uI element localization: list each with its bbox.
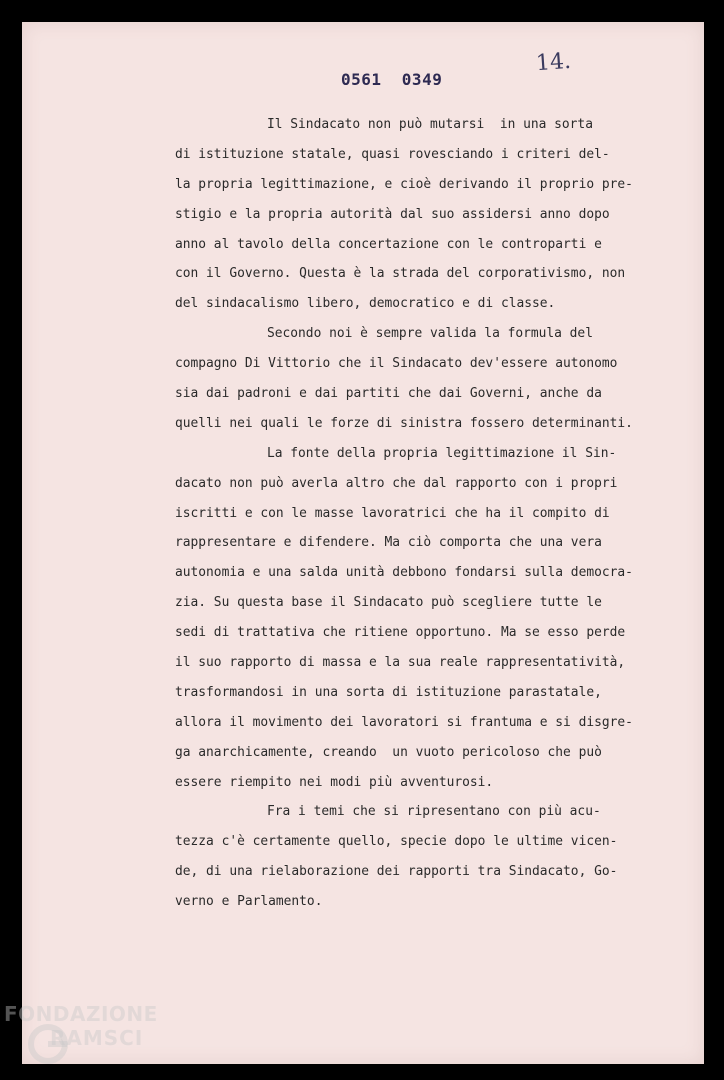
- text-line: autonomia e una salda unità debbono fondarsi sulla democra-: [175, 565, 633, 581]
- handwritten-page-number: 14.: [535, 48, 572, 77]
- archive-stamp-number: 0561 0349: [341, 70, 443, 89]
- text-line: anno al tavolo della concertazione con le controparti e: [175, 236, 602, 252]
- text-line: de, di una rielaborazione dei rapporti tra Sindacato, Go-: [175, 864, 618, 880]
- text-line: Il Sindacato non può mutarsi in una sorta: [267, 117, 593, 132]
- text-line: sedi di trattativa che ritiene opportuno. Ma se esso perde: [175, 625, 626, 641]
- typewritten-body: [175, 110, 633, 917]
- text-line: Fra i temi che si ripresentano con più acu-: [267, 804, 601, 820]
- paragraph: [175, 797, 618, 917]
- text-line: quelli nei quali le forze di sinistra fossero determinanti.: [175, 415, 633, 431]
- paragraph: [175, 319, 633, 439]
- paragraph: [175, 439, 633, 798]
- fondazione-gramsci-watermark: [0, 998, 180, 1080]
- paragraph: [175, 110, 633, 319]
- text-line: il suo rapporto di massa e la sua reale rappresentatività,: [175, 655, 626, 671]
- text-line: compagno Di Vittorio che il Sindacato dev'essere autonomo: [175, 356, 618, 372]
- text-line: essere riempito nei modi più avventurosi.: [175, 774, 494, 790]
- watermark-line-1: FONDAZIONE: [4, 1002, 158, 1026]
- watermark-line-2: RAMSCI: [50, 1026, 144, 1050]
- text-line: dacato non può averla altro che dal rapporto con i propri: [175, 475, 618, 491]
- text-line: di istituzione statale, quasi rovesciando i criteri del-: [175, 146, 610, 162]
- text-line: trasformandosi in una sorta di istituzione parastatale,: [175, 684, 602, 700]
- text-line: La fonte della propria legittimazione il Sin-: [267, 445, 617, 461]
- text-line: rappresentare e difendere. Ma ciò comporta che una vera: [175, 535, 602, 551]
- text-line: stigio e la propria autorità dal suo assidersi anno dopo: [175, 206, 610, 222]
- text-line: ga anarchicamente, creando un vuoto pericoloso che può: [175, 744, 602, 760]
- text-line: con il Governo. Questa è la strada del corporativismo, non: [175, 266, 626, 282]
- text-line: del sindacalismo libero, democratico e di classe.: [175, 296, 556, 312]
- text-line: la propria legittimazione, e cioè derivando il proprio pre-: [175, 176, 633, 192]
- text-line: verno e Parlamento.: [175, 894, 323, 910]
- text-line: allora il movimento dei lavoratori si frantuma e si disgre-: [175, 714, 633, 730]
- text-line: zia. Su questa base il Sindacato può scegliere tutte le: [175, 595, 602, 611]
- text-line: iscritti e con le masse lavoratrici che ha il compito di: [175, 505, 610, 521]
- text-line: tezza c'è certamente quello, specie dopo le ultime vicen-: [175, 834, 618, 850]
- text-line: sia dai padroni e dai partiti che dai Governi, anche da: [175, 386, 602, 402]
- text-line: Secondo noi è sempre valida la formula del: [267, 326, 593, 342]
